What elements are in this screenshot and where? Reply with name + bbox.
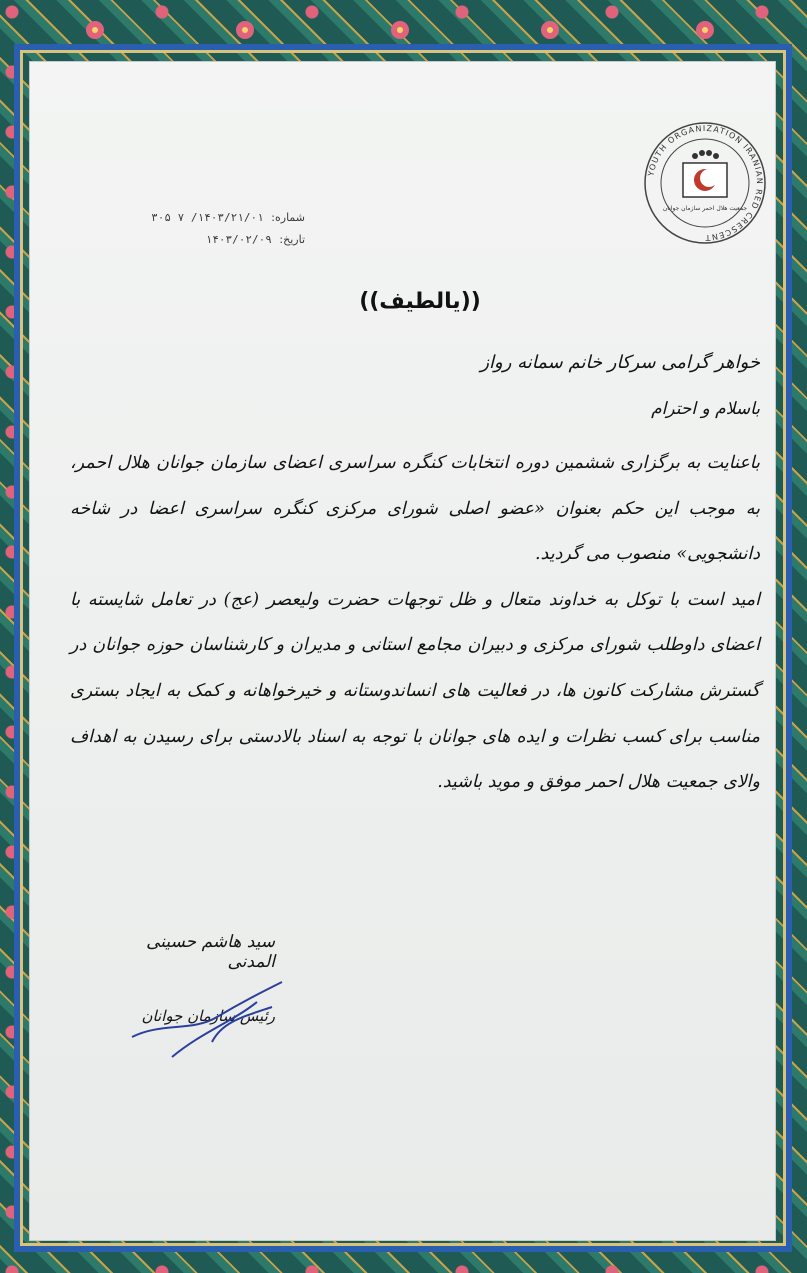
number-label: شماره:	[271, 211, 305, 224]
certificate-paper	[30, 62, 775, 1240]
red-crescent-logo	[640, 118, 770, 248]
greeting: باسلام و احترام	[651, 399, 760, 419]
logo-inner-text: جمعیت هلال احمر سازمان جوانان	[662, 205, 748, 212]
signer-title: رئیس سازمان جوانان	[141, 1007, 275, 1025]
letter-date-row	[100, 229, 305, 251]
red-crescent-logo-icon	[640, 118, 770, 248]
logo-ring-text: YOUTH ORGANIZATION IRANIAN RED CRESCENT	[646, 123, 765, 243]
handwritten-signature-icon	[122, 962, 292, 1072]
letter-meta	[100, 207, 305, 251]
paragraph-wishes: امید است با توکل به خداوند متعال و ظل توجهات حضرت ولیعصر (عج) در تعامل شایسته با اعضای داوطلب شورای مرکزی و دبیران مجامع استانی و مدیران و کارشناسان حوزه جوانان در گسترش مشارکت کانون ها، در فعالیت های انساندوستانه و خیرخواهانه و کمک به ایجاد بستری مناسب برای کسب نظرات و ایده های جوانان با توجه به اسناد بالادستی برای رسیدن به اهداف والای جمعیت هلال احمر موفق و موید باشید.	[70, 589, 760, 793]
letter-number: ۱۴۰۳/۲۱/۰۱/ ۷ ۳۰۵	[151, 211, 264, 224]
invocation-heading: ((یالطیف))	[359, 289, 481, 314]
frame-flower-pattern	[0, 0, 807, 50]
letter-date: ۱۴۰۳/۰۲/۰۹	[205, 233, 272, 246]
date-label: تاریخ:	[279, 233, 305, 246]
signer-name: سید هاشم حسینی المدنی	[146, 932, 275, 972]
addressee: خواهر گرامی سرکار خانم سمانه رواز	[480, 352, 760, 373]
letter-number-row	[100, 207, 305, 229]
letter-body	[70, 352, 760, 806]
paragraph-appointment: باعنایت به برگزاری ششمین دوره انتخابات کنگره سراسری اعضای سازمان جوانان هلال احمر، به موجب این حکم بعنوان «عضو اصلی شورای مرکزی کنگره سراسری اعضا در شاخه دانشجویی» منصوب می گردید.	[70, 453, 760, 565]
